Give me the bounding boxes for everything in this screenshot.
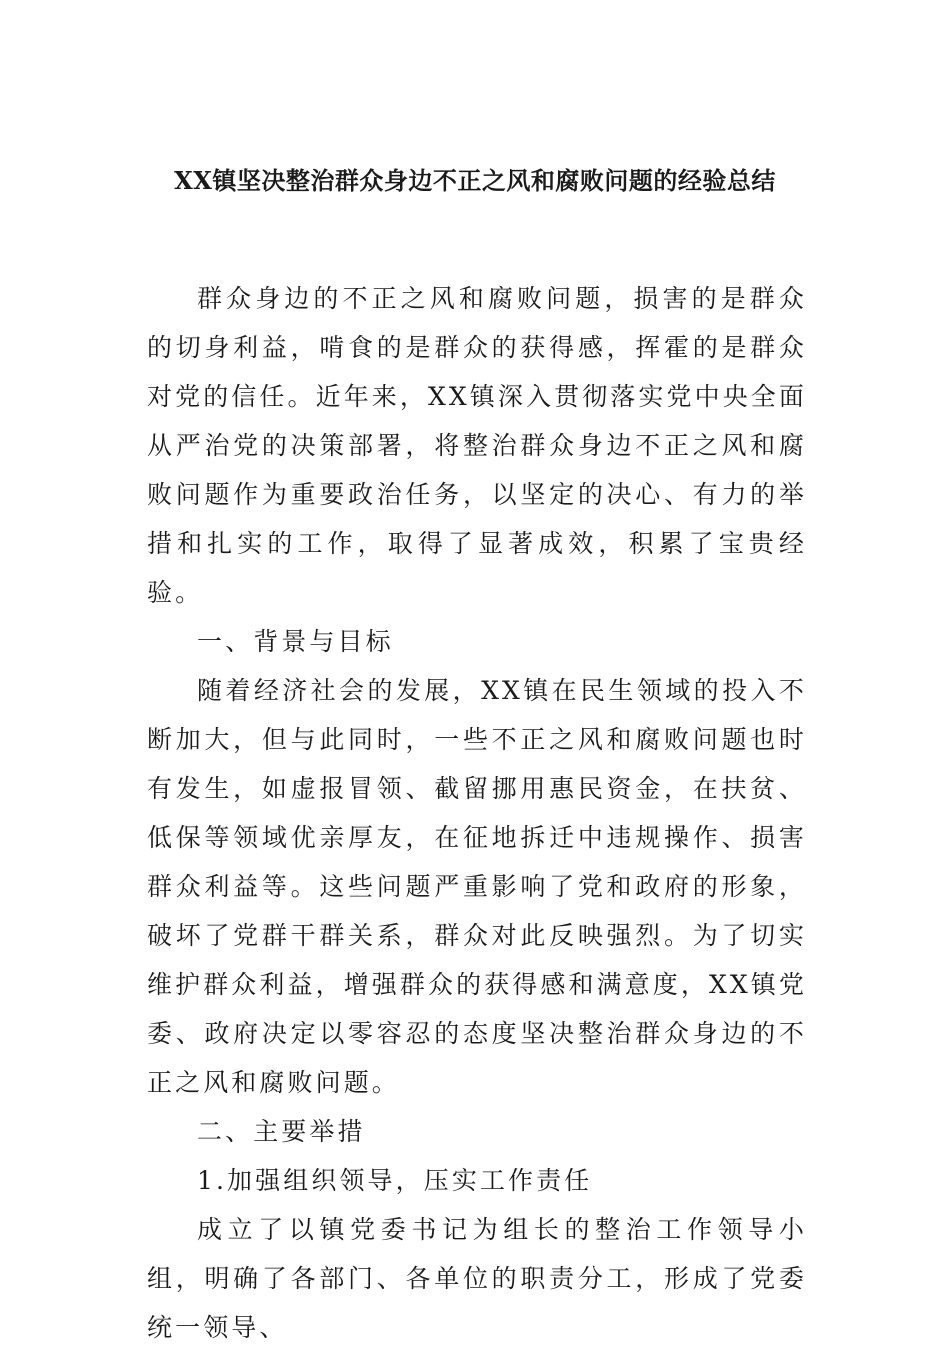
paragraph-background: 随着经济社会的发展，XX镇在民生领域的投入不断加大，但与此同时，一些不正之风和腐败问题也时有发生，如虚报冒领、截留挪用惠民资金，在扶贫、低保等领域优亲厚友，在征地拆迁中违规操作、损害群众利益等。这些问题严重影响了党和政府的形象，破坏了党群干群关系，群众对此反映强烈。为了切实维护群众利益，增强群众的获得感和满意度，XX镇党委、政府决定以零容忍的态度坚决整治群众身边的不正之风和腐败问题。 xyxy=(147,676,807,1097)
section-heading-background: 一、背景与目标 xyxy=(197,627,394,656)
subheading-leadership: 1.加强组织领导，压实工作责任 xyxy=(197,1166,593,1195)
paragraph-intro: 群众身边的不正之风和腐败问题，损害的是群众的切身利益，啃食的是群众的获得感，挥霍的是群众对党的信任。近年来，XX镇深入贯彻落实党中央全面从严治党的决策部署，将整治群众身边不正之风和腐败问题作为重要政治任务，以坚定的决心、有力的举措和扎实的工作，取得了显著成效，积累了宝贵经验。 xyxy=(147,284,807,607)
section-heading-measures: 二、主要举措 xyxy=(197,1117,366,1146)
document-title: XX镇坚决整治群众身边不正之风和腐败问题的经验总结 xyxy=(174,166,776,195)
paragraph-leadership: 成立了以镇党委书记为组长的整治工作领导小组，明确了各部门、各单位的职责分工，形成了党委统一领导、 xyxy=(147,1215,807,1342)
document-body xyxy=(147,274,807,1352)
